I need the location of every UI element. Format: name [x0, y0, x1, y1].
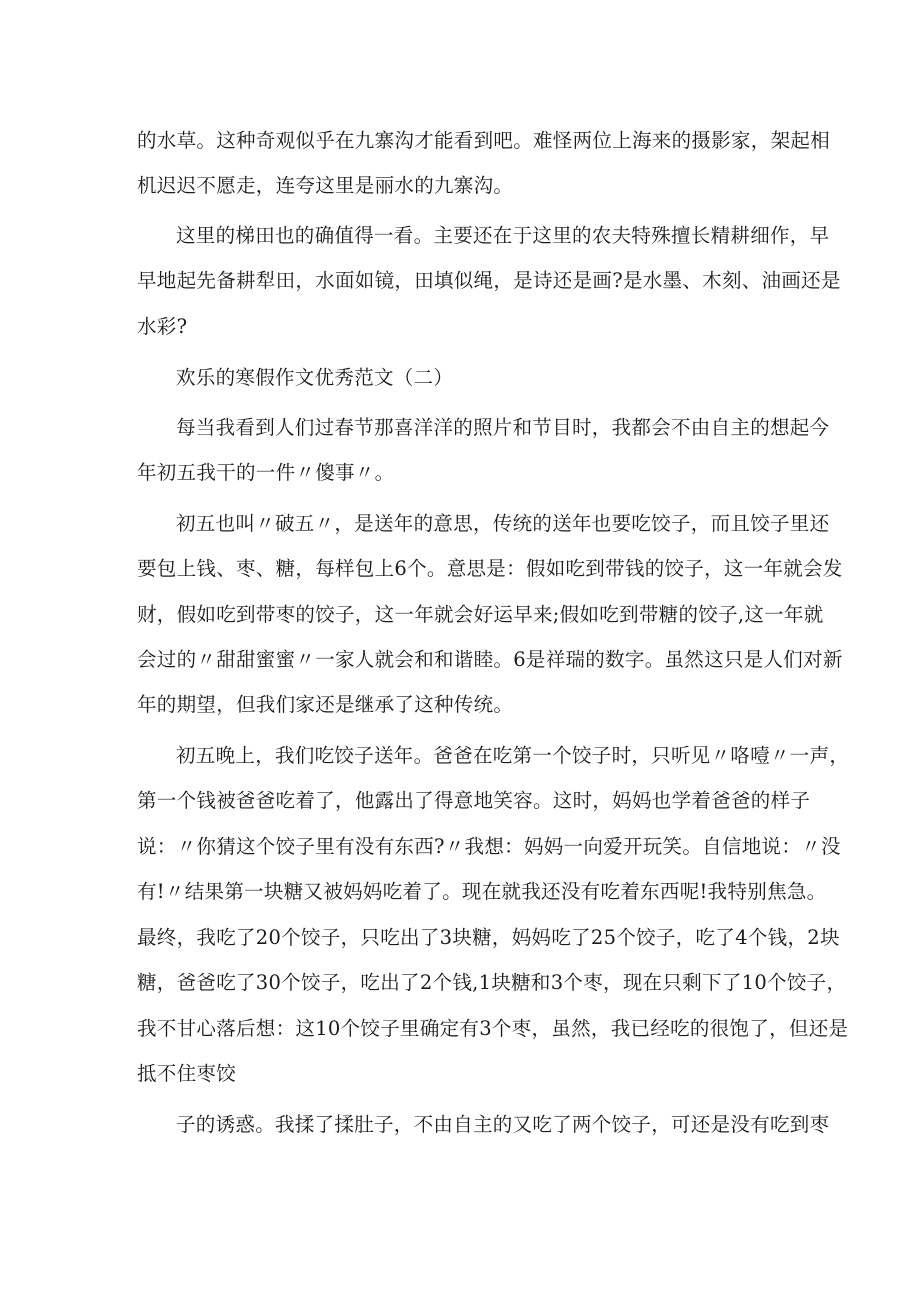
text-line: 糖，爸爸吃了30个饺子，吃出了2个钱,1块糖和3个枣，现在只剩下了10个饺子，	[137, 971, 847, 994]
paragraph-first-line: 每当我看到人们过春节那喜洋洋的照片和节目时，我都会不由自主的想起今	[176, 416, 830, 439]
text-line: 年初五我干的一件〃傻事〃。	[137, 461, 395, 484]
text-line: 水彩?	[137, 315, 188, 338]
text-line: 说：〃你猜这个饺子里有没有东西?〃我想：妈妈一向爱开玩笑。自信地说：〃没	[137, 835, 841, 858]
text-line: 我不甘心落后想：这10个饺子里确定有3个枣，虽然，我已经吃的很饱了，但还是	[137, 1017, 849, 1040]
text-line: 机迟迟不愿走，连夸这里是丽水的九寨沟。	[137, 174, 514, 197]
text-line: 会过的〃甜甜蜜蜜〃一家人就会和和谐睦。6是祥瑞的数字。虽然这只是人们对新	[137, 648, 843, 671]
section-title: 欢乐的寒假作文优秀范文（二）	[176, 366, 454, 389]
paragraph-first-line: 这里的梯田也的确值得一看。主要还在于这里的农夫特殊擅长精耕细作，早	[176, 224, 830, 247]
paragraph-first-line: 初五也叫〃破五〃，是送年的意思，传统的送年也要吃饺子，而且饺子里还	[176, 512, 830, 535]
paragraph-first-line: 子的诱惑。我揉了揉肚子，不由自主的又吃了两个饺子，可还是没有吃到枣	[176, 1113, 830, 1136]
text-line: 要包上钱、枣、糖，每样包上6个。意思是：假如吃到带钱的饺子，这一年就会发	[137, 557, 843, 580]
text-line: 第一个钱被爸爸吃着了，他露出了得意地笑容。这时，妈妈也学着爸爸的样子	[137, 789, 811, 812]
text-line: 年的期望，但我们家还是继承了这种传统。	[137, 693, 514, 716]
text-line: 有!〃结果第一块糖又被妈妈吃着了。现在就我还没有吃着东西呢!我特别焦急。	[137, 880, 827, 903]
text-line: 的水草。这种奇观似乎在九寨沟才能看到吧。难怪两位上海来的摄影家，架起相	[137, 129, 831, 152]
text-line: 早地起先备耕犁田，水面如镜，田填似绳，是诗还是画?是水墨、木刻、油画还是	[137, 269, 841, 292]
text-line: 最终，我吃了20个饺子，只吃出了3块糖，妈妈吃了25个饺子，吃了4个钱，2块	[137, 926, 840, 949]
paragraph-first-line: 初五晚上，我们吃饺子送年。爸爸在吃第一个饺子时，只听见〃咯噎〃一声，	[176, 744, 850, 767]
text-line: 财，假如吃到带枣的饺子，这一年就会好运早来;假如吃到带糖的饺子,这一年就	[137, 603, 824, 626]
text-line: 抵不住枣饺	[137, 1062, 237, 1085]
